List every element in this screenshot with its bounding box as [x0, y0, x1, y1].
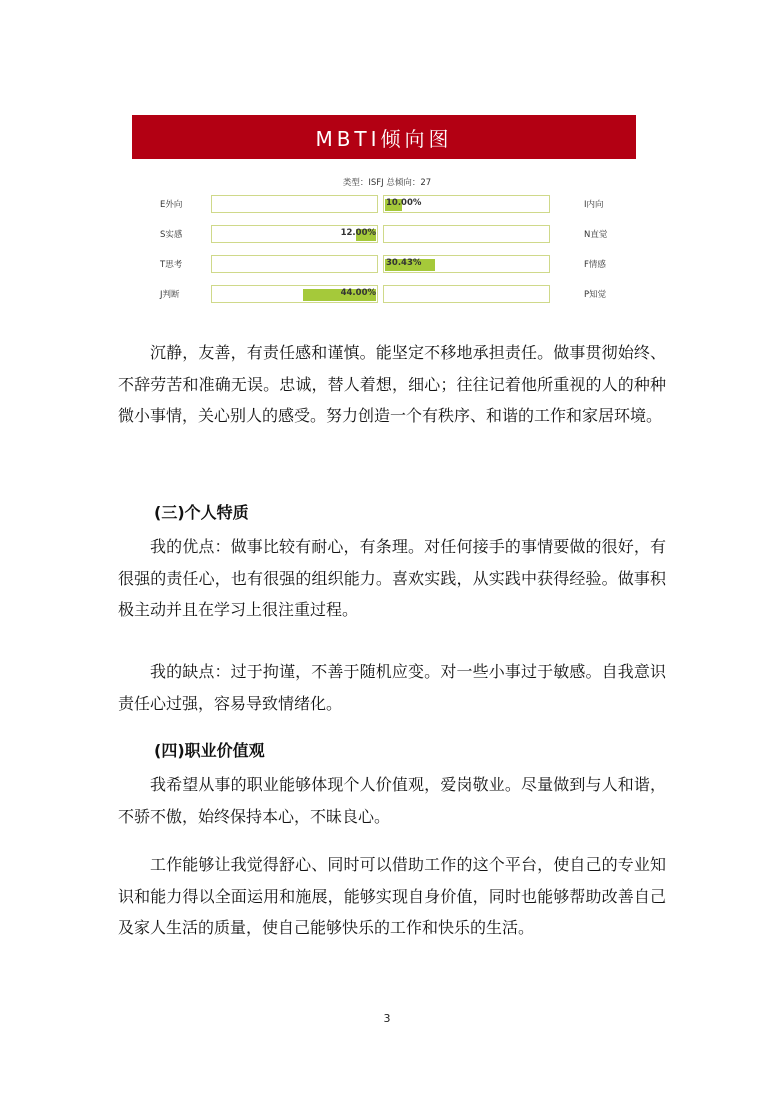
mbti-right-label: N直觉 — [584, 230, 608, 240]
mbti-left-label: E外向 — [160, 200, 183, 210]
mbti-right-track — [383, 255, 550, 273]
mbti-right-track — [383, 285, 550, 303]
mbti-percent-label: 30.43% — [386, 258, 422, 268]
paragraph-career-values: 我希望从事的职业能够体现个人价值观，爱岗敬业。尽量做到与人和谐，不骄不傲，始终保持本心，不昧良心。 — [118, 775, 666, 826]
mbti-percent-label: 12.00% — [340, 228, 376, 238]
chart-subtitle: 类型：ISFJ 总倾向：27 — [342, 178, 432, 188]
mbti-left-track — [211, 195, 378, 213]
paragraph-weaknesses: 我的缺点：过于拘谨，不善于随机应变。对一些小事过于敏感。自我意识责任心过强，容易导致情绪化。 — [118, 662, 666, 713]
paragraph-personality-description: 沉静，友善，有责任感和谨慎。能坚定不移地承担责任。做事贯彻始终、不辞劳苦和准确无误。忠诚，替人着想，细心；往往记着他所重视的人的种种微小事情，关心别人的感受。努力创造一个有秩序、和谐的工作和家居环境。 — [118, 343, 666, 425]
mbti-row — [0, 255, 774, 275]
chart-title: MBTI倾向图 — [315, 126, 453, 151]
mbti-left-track — [211, 225, 378, 243]
mbti-right-label: P知觉 — [584, 290, 607, 300]
mbti-row — [0, 225, 774, 245]
chart-title-banner — [132, 115, 636, 159]
mbti-row — [0, 195, 774, 215]
paragraph-work-goals: 工作能够让我觉得舒心、同时可以借助工作的这个平台，使自己的专业知识和能力得以全面运用和施展，能够实现自身价值，同时也能够帮助改善自己及家人生活的质量，使自己能够快乐的工作和快乐的生活。 — [118, 855, 666, 937]
section-heading-personal-traits: (三)个人特质 — [154, 503, 249, 522]
mbti-left-track — [211, 255, 378, 273]
mbti-left-label: S实感 — [160, 230, 183, 240]
mbti-left-label: T思考 — [160, 260, 183, 270]
section-heading-career-values: (四)职业价值观 — [154, 741, 265, 760]
mbti-right-track — [383, 195, 550, 213]
mbti-percent-label: 44.00% — [340, 288, 376, 298]
mbti-row — [0, 285, 774, 305]
page-number: 3 — [383, 1012, 391, 1025]
paragraph-strengths: 我的优点：做事比较有耐心，有条理。对任何接手的事情要做的很好，有很强的责任心，也有很强的组织能力。喜欢实践，从实践中获得经验。做事积极主动并且在学习上很注重过程。 — [118, 537, 666, 619]
mbti-right-track — [383, 225, 550, 243]
mbti-left-label: J判断 — [160, 290, 180, 300]
mbti-right-label: F情感 — [584, 260, 606, 270]
mbti-right-label: I内向 — [584, 200, 604, 210]
mbti-percent-label: 10.00% — [386, 198, 422, 208]
mbti-left-track — [211, 285, 378, 303]
